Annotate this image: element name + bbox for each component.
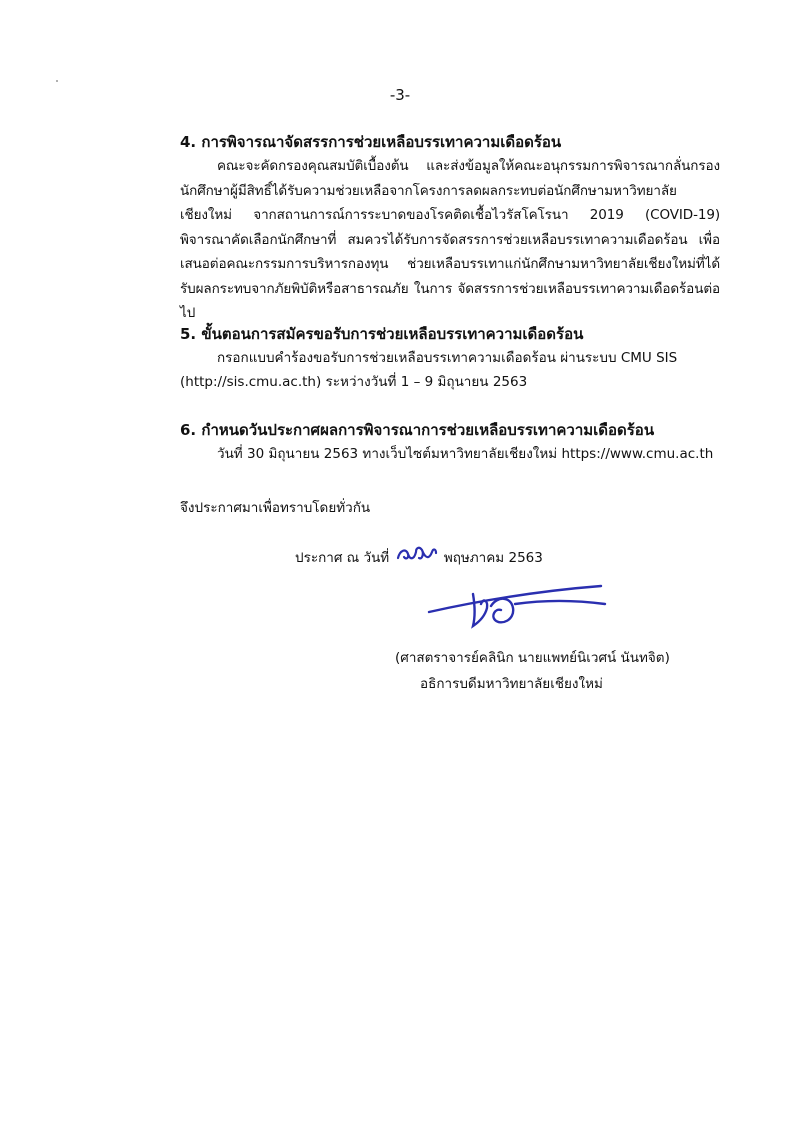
scan-speck — [56, 80, 58, 82]
announce-prefix: ประกาศ ณ วันที่ — [295, 550, 390, 566]
announce-month-year: พฤษภาคม 2563 — [443, 550, 543, 566]
handwritten-day-mark — [394, 540, 440, 568]
section-5-line-1: กรอกแบบคำร้องขอรับการช่วยเหลือบรรเทาความเดือดร้อน ผ่านระบบ CMU SIS — [217, 350, 678, 366]
signer-title: อธิการบดีมหาวิทยาลัยเชียงใหม่ — [420, 676, 603, 692]
section-5-heading: 5. ขั้นตอนการสมัครขอรับการช่วยเหลือบรรเทาความเดือดร้อน — [180, 325, 584, 343]
handwritten-day — [394, 540, 440, 576]
closing-line: จึงประกาศมาเพื่อทราบโดยทั่วกัน — [180, 500, 371, 516]
section-5 — [180, 322, 720, 371]
section-4-body: คณะจะคัดกรองคุณสมบัติเบื้องต้น และส่งข้อมูลให้คณะอนุกรรมการพิจารณากลั่นกรอง นักศึกษาผู้มีสิทธิ์ได้รับความช่วยเหลือจากโครงการลดผลกระทบต่อนักศึกษามหาวิทยาลัยเชียงใหม่ จากสถานการณ์การระบาดของโรคติดเชื้อไวรัสโคโรนา 2019 (COVID-19) พิจารณาคัดเลือกนักศึกษาที่ สมควรได้รับการจัดสรรการช่วยเหลือบรรเทาความเดือดร้อน เพื่อเสนอต่อคณะกรรมการบริหารกองทุน ช่วยเหลือบรรเทาแก่นักศึกษามหาวิทยาลัยเชียงใหม่ที่ได้รับผลกระทบจากภัยพิบัติหรือสาธารณภัย ในการ จัดสรรการช่วยเหลือบรรเทาความเดือดร้อนต่อไป — [180, 158, 720, 321]
section-6 — [180, 418, 720, 467]
signature — [425, 578, 615, 638]
section-5-line-2: (http://sis.cmu.ac.th) ระหว่างวันที่ 1 – 9 มิถุนายน 2563 — [180, 374, 528, 390]
announce-date — [295, 540, 543, 576]
section-6-line-1: วันที่ 30 มิถุนายน 2563 ทางเว็บไซต์มหาวิทยาลัยเชียงใหม่ https://www.cmu.ac.th — [217, 446, 714, 462]
section-4-heading: 4. การพิจารณาจัดสรรการช่วยเหลือบรรเทาความเดือดร้อน — [180, 133, 562, 151]
signer-name: (ศาสตราจารย์คลินิก นายแพทย์นิเวศน์ นันทจิต) — [395, 650, 670, 666]
signature-mark — [425, 578, 615, 638]
page-number: -3- — [389, 86, 411, 104]
section-6-heading: 6. กำหนดวันประกาศผลการพิจารณาการช่วยเหลือบรรเทาความเดือดร้อน — [180, 421, 655, 439]
section-4 — [180, 130, 720, 326]
